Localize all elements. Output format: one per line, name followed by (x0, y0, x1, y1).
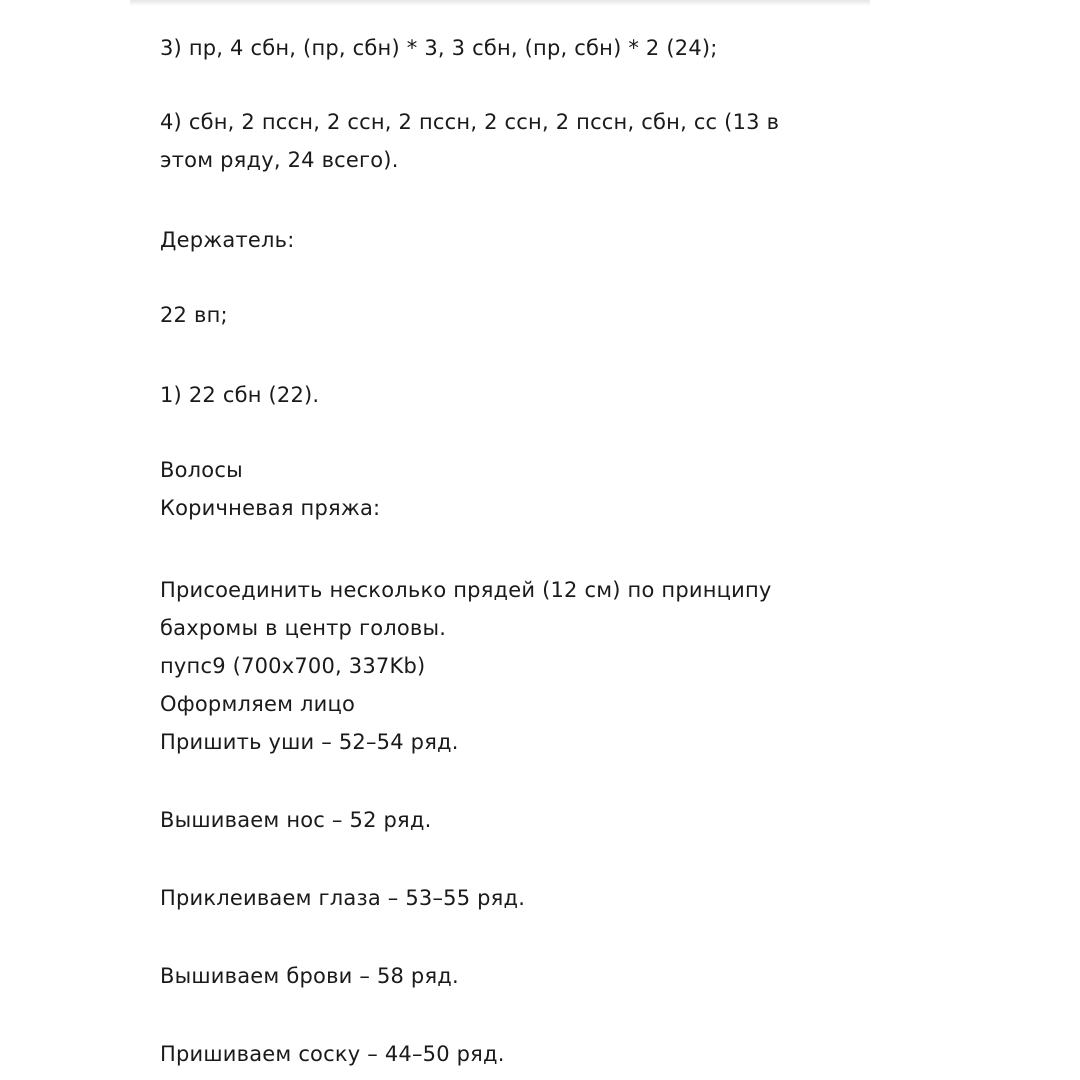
instruction-row-4: 4) сбн, 2 пссн, 2 ссн, 2 пссн, 2 ссн, 2 пссн, сбн, сс (13 в (160, 110, 780, 134)
face-step-pacifier: Пришиваем соску – 44–50 ряд. (160, 1042, 505, 1066)
instruction-row-4-continued: этом ряду, 24 всего). (160, 148, 399, 172)
face-step-ears: Пришить уши – 52–54 ряд. (160, 730, 459, 754)
face-step-nose: Вышиваем нос – 52 ряд. (160, 808, 432, 832)
instruction-row-3: 3) пр, 4 сбн, (пр, сбн) * 3, 3 сбн, (пр, сбн) * 2 (24); (160, 36, 718, 60)
face-step-eyes: Приклеиваем глаза – 53–55 ряд. (160, 886, 526, 910)
face-step-brows: Вышиваем брови – 58 ряд. (160, 964, 459, 988)
section-heading-face: Оформляем лицо (160, 692, 356, 716)
section-heading-holder: Держатель: (160, 228, 295, 252)
image-caption: пупс9 (700x700, 337Kb) (160, 654, 426, 678)
holder-chain-count: 22 вп; (160, 303, 228, 327)
top-divider (130, 0, 870, 6)
hair-instruction-continued: бахромы в центр головы. (160, 616, 447, 640)
section-heading-hair: Волосы (160, 458, 243, 482)
holder-row-1: 1) 22 сбн (22). (160, 383, 320, 407)
hair-instruction: Присоединить несколько прядей (12 см) по принципу (160, 578, 772, 602)
hair-yarn-label: Коричневая пряжа: (160, 496, 381, 520)
